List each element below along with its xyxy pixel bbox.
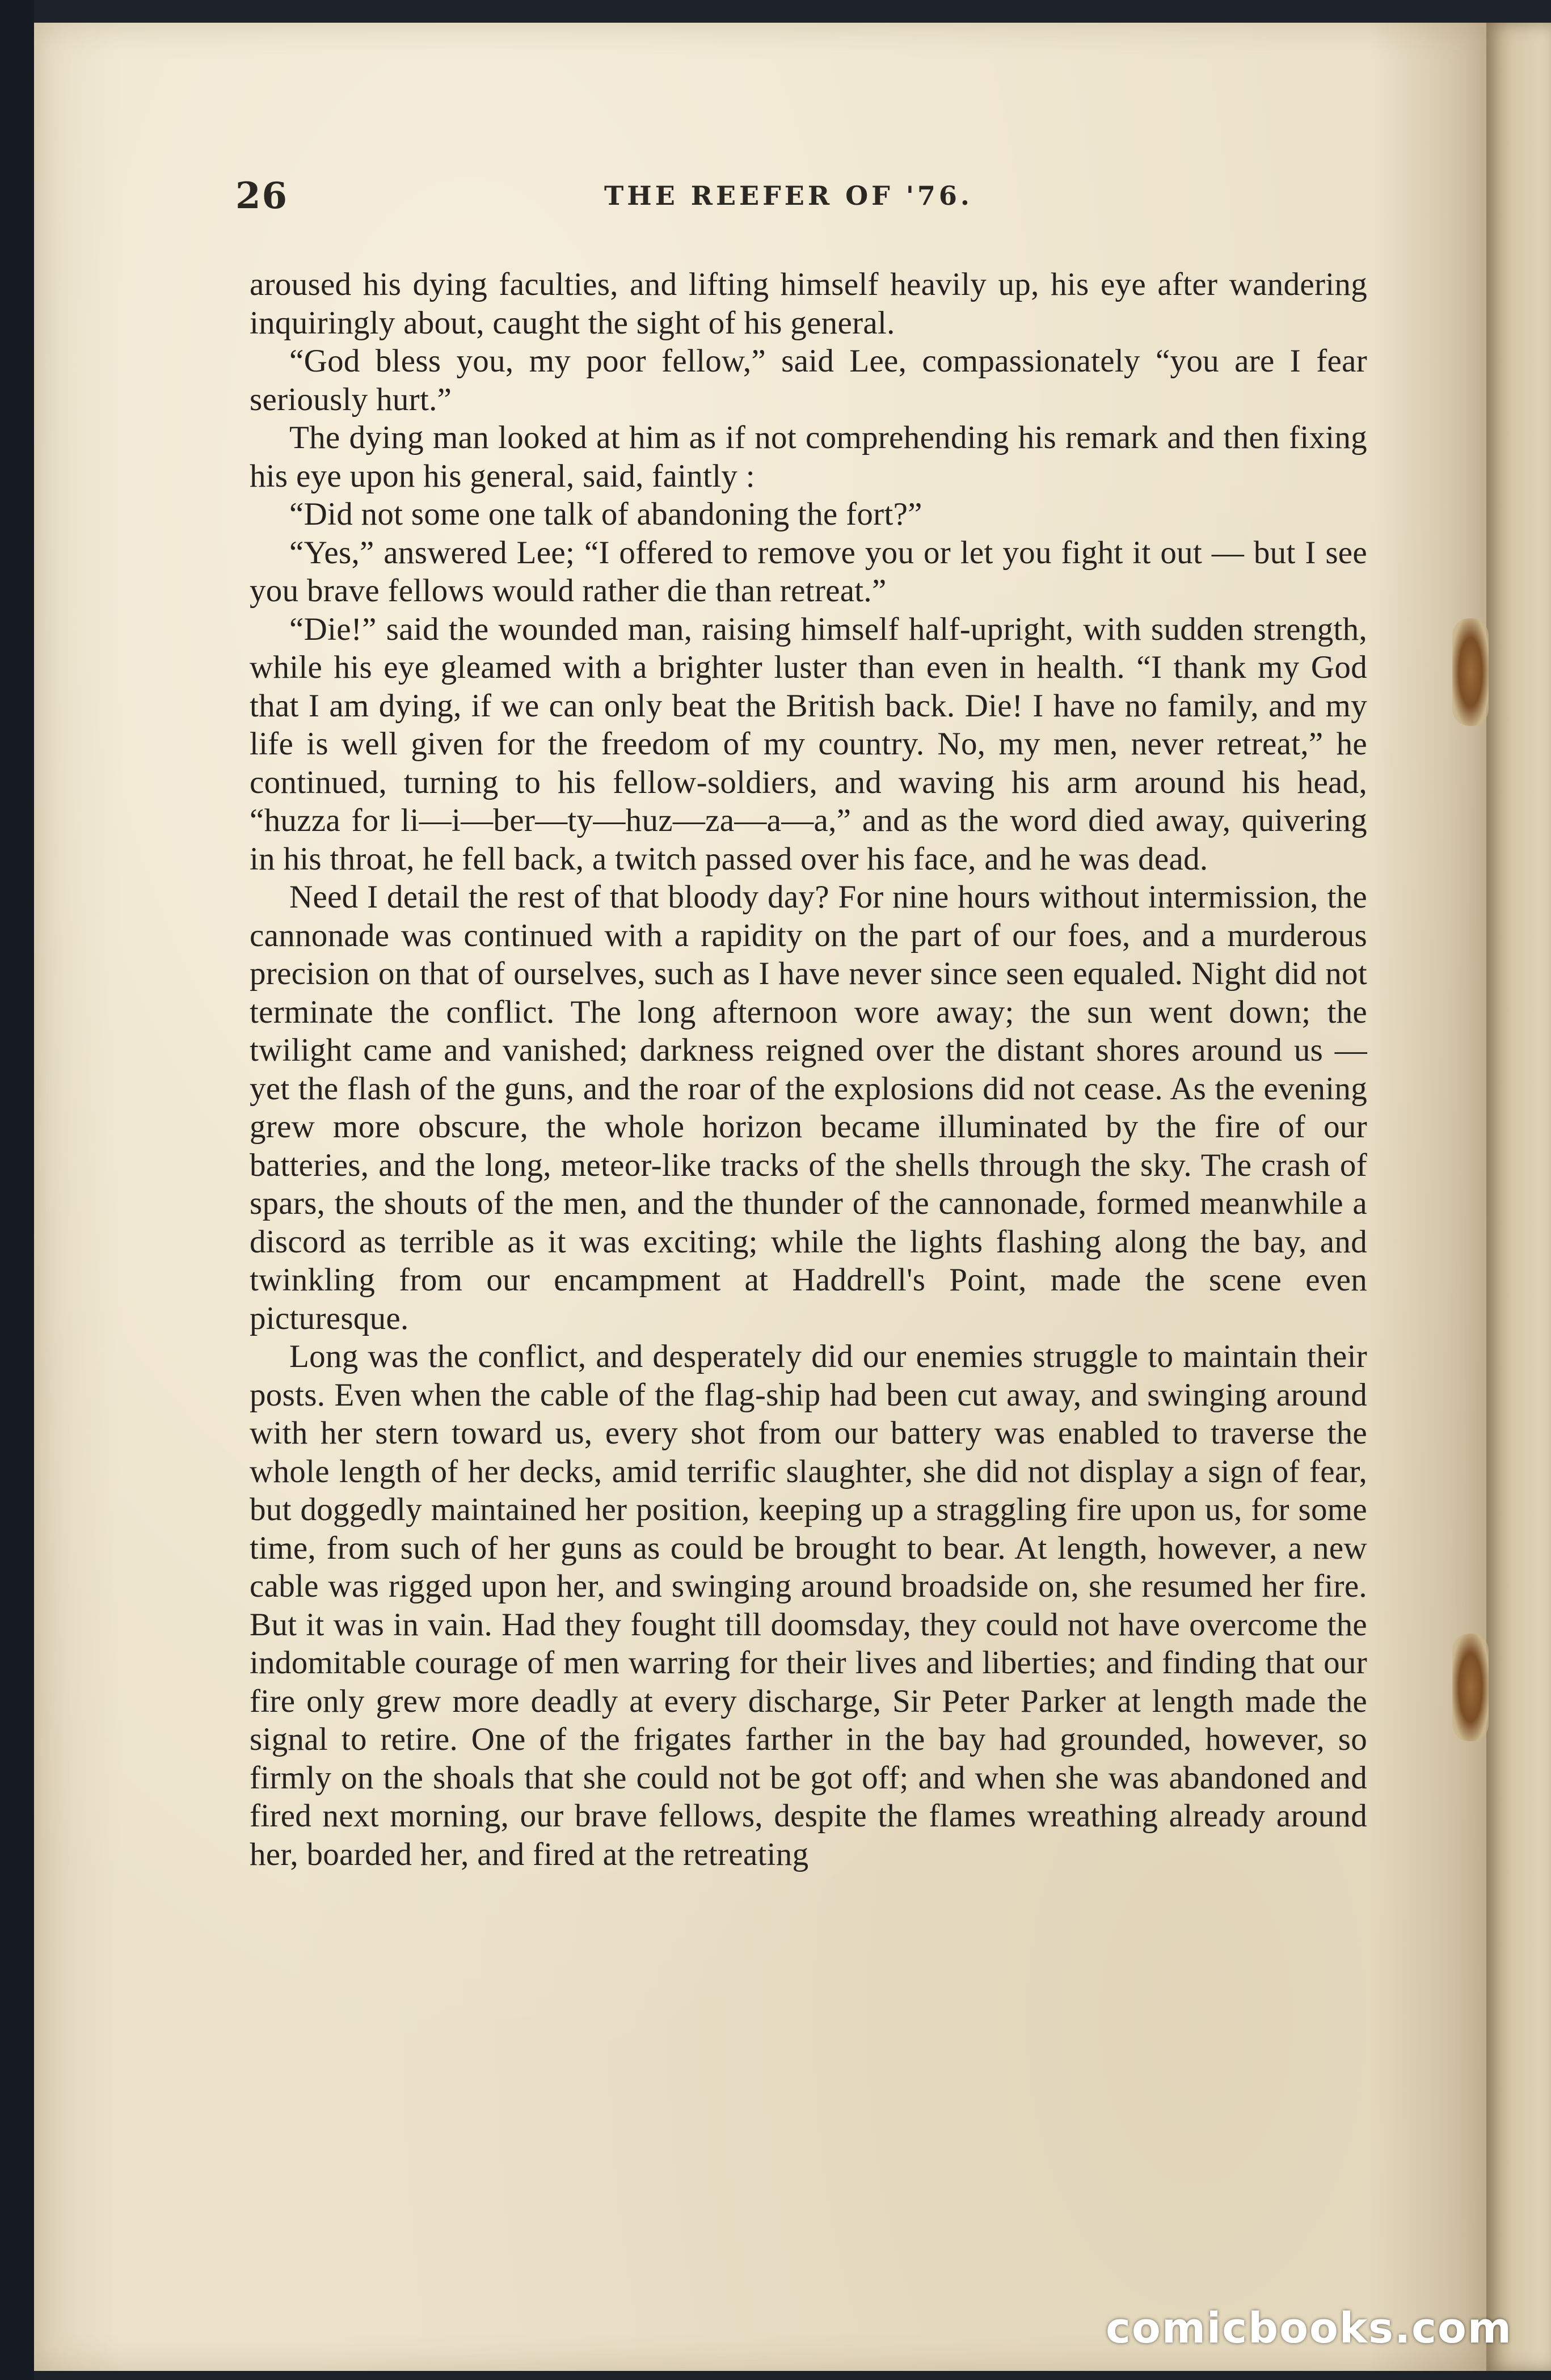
paragraph: Need I detail the rest of that bloody day? For nine hours without intermission, the cannonade was continued with a rapidity on the part of our foes, and a murderous precision on that of ourselves, such as I have never since seen equaled. Night did not terminate the conflict. The long afternoon wore away; the sun went down; the twilight came and vanished; darkness reigned over the distant shores around us — yet the flash of the guns, and the roar of the explosions did not cease. As the evening grew more obscure, the whole horizon became illuminated by the fire of our batteries, and the long, meteor-like tracks of the shells through the sky. The crash of spars, the shouts of the men, and the thunder of the cannonade, formed meanwhile a discord as terrible as it was exciting; while the lights flashing along the bay, and twinkling from our encampment at Haddrell's Point, made the scene even picturesque. [250, 879, 1367, 1336]
paragraph: aroused his dying faculties, and lifting himself heavily up, his eye after wandering inquiringly about, caught the sight of his general. [250, 267, 1367, 341]
facing-page-edge [1486, 23, 1551, 2371]
paragraph: “Yes,” answered Lee; “I offered to remove you or let you fight it out — but I see you brave fellows would rather die than retreat.” [250, 534, 1367, 609]
paragraph: “Did not some one talk of abandoning the fort?” [289, 496, 922, 532]
running-title: THE REEFER OF '76. [604, 180, 973, 211]
page-number: 26 [235, 175, 289, 217]
site-watermark: comicbooks.com [1106, 2304, 1512, 2353]
paragraph: “Die!” said the wounded man, raising himself half-upright, with sudden strength, while his eye gleamed with a brighter luster than even in health. “I thank my God that I am dying, if we can only beat the British back. Die! I have no family, and my life is well given for the freedom of my country. No, my men, never retreat,” he continued, turning to his fellow-soldiers, and waving his arm around his head, “huzza for li—i—ber—ty—huz—za—a—a,” and as the word died away, quivering in his throat, he fell back, a twitch passed over his face, and he was dead. [250, 611, 1367, 877]
page-header [235, 175, 1370, 226]
paragraph: Long was the conflict, and desperately did our enemies struggle to maintain their posts. Even when the cable of the flag-ship had been cut away, and swinging around with her stern toward us, every shot from our battery was enabled to traverse the whole length of her decks, amid terrific slaughter, she did not display a sign of fear, but doggedly maintained her position, keeping up a straggling fire upon us, for some time, from such of her guns as could be brought to bear. At length, however, a new cable was rigged upon her, and swinging around broadside on, she resumed her fire. But it was in vain. Had they fought till doomsday, they could not have overcome the indomitable courage of men warring for their lives and liberties; and finding that our fire only grew more deadly at every discharge, Sir Peter Parker at length made the signal to retire. One of the frigates farther in the bay had grounded, however, so firmly on the shoals that she could not be got off; and when she was abandoned and fired next morning, our brave fellows, despite the flames wreathing already around her, boarded her, and fired at the retreating [250, 1339, 1367, 1872]
paragraph: “God bless you, my poor fellow,” said Lee, compassionately “you are I fear seriously hurt.” [250, 343, 1367, 417]
binding-stitch-upper [1452, 618, 1489, 726]
binding-stitch-lower [1452, 1634, 1489, 1741]
body-text [250, 265, 1367, 1873]
left-binding-edge [0, 0, 34, 2380]
paragraph: The dying man looked at him as if not comprehending his remark and then fixing his eye upon his general, said, faintly : [250, 420, 1367, 494]
